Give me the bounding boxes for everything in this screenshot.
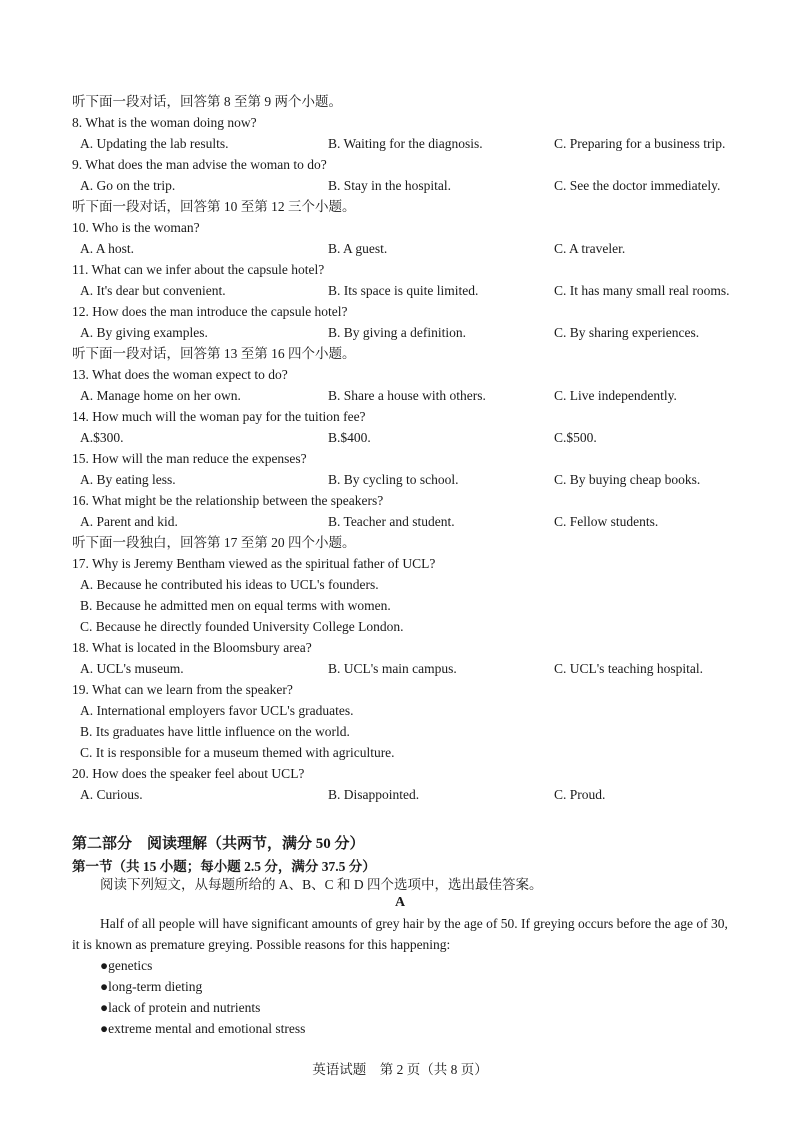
answer-option-c: C. It has many small real rooms. [554,283,730,298]
options-row [80,175,750,196]
page-footer: 英语试题 第 2 页（共 8 页） [312,1062,488,1077]
bullet-item: ●long-term dieting [100,979,203,994]
answer-option-c: C. By sharing experiences. [554,325,700,340]
dialogue-instruction: 听下面一段对话，回答第 8 至第 9 两个小题。 [72,94,342,109]
passage-paragraph [72,913,730,955]
options-row [80,511,750,532]
answer-option-c: C. By buying cheap books. [554,472,701,487]
options-row [80,238,750,259]
options-row [80,322,750,343]
answer-option-a: A. Curious. [80,787,143,802]
passage-label: A [394,895,406,910]
options-row [80,385,750,406]
answer-option-c: C. Live independently. [554,388,677,403]
answer-option-b: B. Stay in the hospital. [328,178,451,193]
answer-option-b: B.$400. [328,430,371,445]
answer-option-c: C. UCL's teaching hospital. [554,661,704,676]
section-title: 第一节（共 15 小题；每小题 2.5 分，满分 37.5 分） [72,859,376,874]
answer-option-c: C. Preparing for a business trip. [554,136,726,151]
answer-option-b: B. By cycling to school. [328,472,459,487]
question-stem: 15. How will the man reduce the expenses? [72,451,307,466]
answer-option: A. International employers favor UCL's graduates. [80,703,354,718]
answer-option-a: A. By eating less. [80,472,176,487]
answer-option-b: B. Teacher and student. [328,514,455,529]
question-stem: 12. How does the man introduce the capsule hotel? [72,304,348,319]
dialogue-instruction: 听下面一段独白，回答第 17 至第 20 四个小题。 [72,535,356,550]
answer-option-c: C. Fellow students. [554,514,659,529]
question-stem: 18. What is located in the Bloomsbury area? [72,640,312,655]
bullet-item: ●genetics [100,958,153,973]
answer-option-b: B. Disappointed. [328,787,420,802]
answer-option-a: A. A host. [80,241,135,256]
answer-option-c: C.$500. [554,430,597,445]
question-stem: 20. How does the speaker feel about UCL? [72,766,305,781]
question-stem: 13. What does the woman expect to do? [72,367,288,382]
answer-option-a: A.$300. [80,430,124,445]
answer-option-b: B. By giving a definition. [328,325,466,340]
answer-option-b: B. Waiting for the diagnosis. [328,136,483,151]
reading-instruction: 阅读下列短文，从每题所给的 A、B、C 和 D 四个选项中，选出最佳答案。 [100,877,543,892]
part-title: 第二部分 阅读理解（共两节，满分 50 分） [72,836,365,852]
paragraph-text: Half of all people will have significant amounts of grey hair by the age of 50. If greying occurs before the age of 30, it is known as premature greying. Possible reasons for this happening: [72,916,728,952]
options-row [80,427,750,448]
question-stem: 17. Why is Jeremy Bentham viewed as the spiritual father of UCL? [72,556,436,571]
question-stem: 14. How much will the woman pay for the tuition fee? [72,409,366,424]
question-stem: 8. What is the woman doing now? [72,115,257,130]
answer-option-b: B. A guest. [328,241,388,256]
answer-option-a: A. It's dear but convenient. [80,283,226,298]
question-stem: 10. Who is the woman? [72,220,200,235]
options-row [80,784,750,805]
answer-option-a: A. Parent and kid. [80,514,178,529]
answer-option-c: C. A traveler. [554,241,626,256]
answer-option: B. Its graduates have little influence on the world. [80,724,350,739]
answer-option: A. Because he contributed his ideas to UCL's founders. [80,577,379,592]
answer-option-b: B. UCL's main campus. [328,661,457,676]
answer-option-a: A. By giving examples. [80,325,208,340]
answer-option-a: A. Go on the trip. [80,178,176,193]
question-stem: 11. What can we infer about the capsule hotel? [72,262,325,277]
dialogue-instruction: 听下面一段对话，回答第 10 至第 12 三个小题。 [72,199,356,214]
answer-option: C. It is responsible for a museum themed with agriculture. [80,745,395,760]
answer-option: C. Because he directly founded University College London. [80,619,404,634]
answer-option-b: B. Its space is quite limited. [328,283,479,298]
bullet-item: ●lack of protein and nutrients [100,1000,261,1015]
options-row [80,133,750,154]
answer-option-a: A. Updating the lab results. [80,136,229,151]
question-stem: 19. What can we learn from the speaker? [72,682,293,697]
answer-option-c: C. See the doctor immediately. [554,178,721,193]
answer-option-c: C. Proud. [554,787,606,802]
answer-option-b: B. Share a house with others. [328,388,486,403]
question-stem: 16. What might be the relationship between the speakers? [72,493,384,508]
options-row [80,469,750,490]
question-stem: 9. What does the man advise the woman to do? [72,157,327,172]
bullet-item: ●extreme mental and emotional stress [100,1021,306,1036]
answer-option-a: A. Manage home on her own. [80,388,241,403]
dialogue-instruction: 听下面一段对话，回答第 13 至第 16 四个小题。 [72,346,356,361]
answer-option-a: A. UCL's museum. [80,661,184,676]
options-row [80,658,750,679]
answer-option: B. Because he admitted men on equal terms with women. [80,598,391,613]
options-row [80,280,750,301]
